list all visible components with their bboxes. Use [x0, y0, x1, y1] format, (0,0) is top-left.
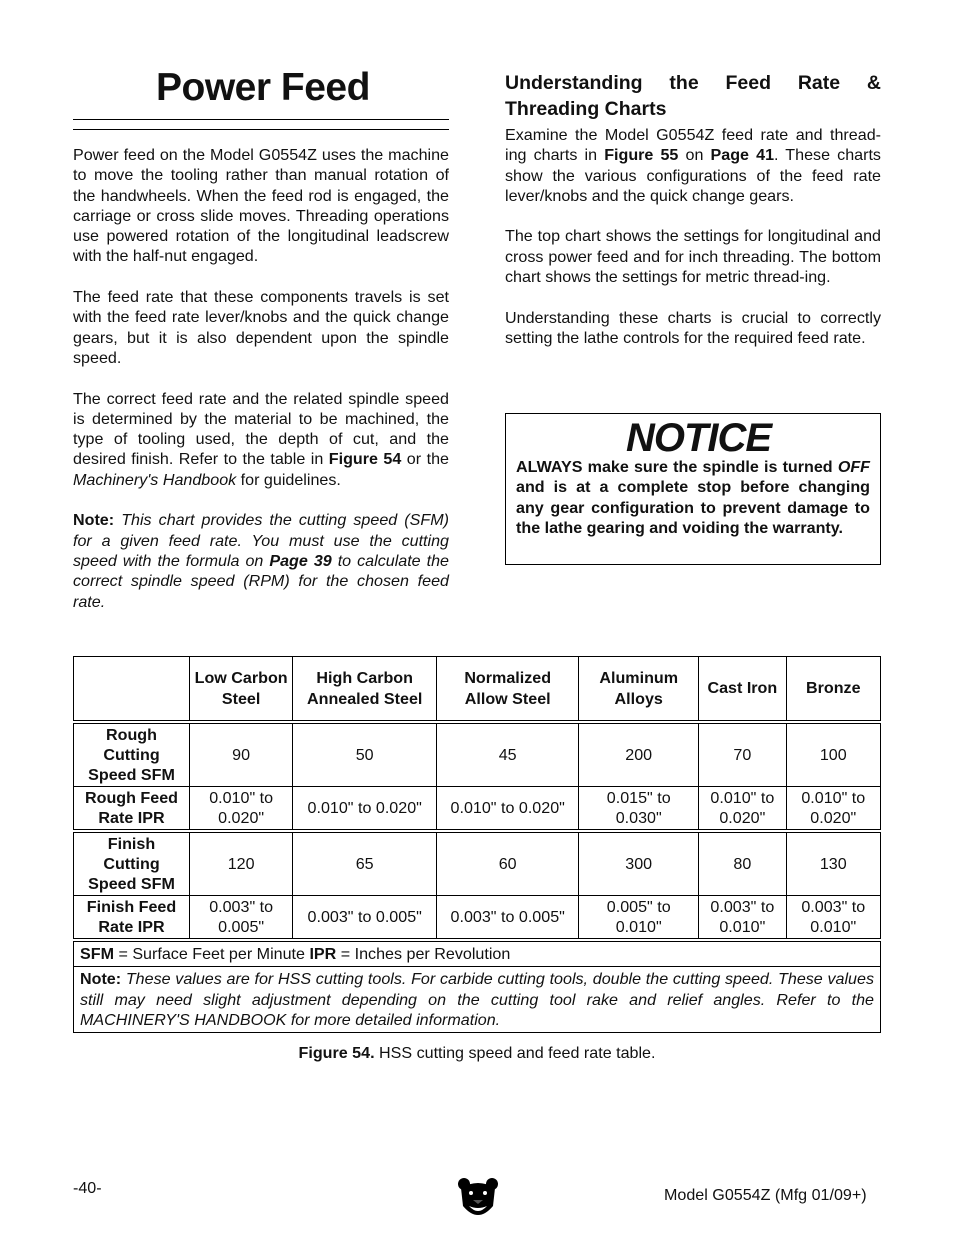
spindle-speed-paragraph: The correct feed rate and the related spindle speed is determined by the material to be machined, the type of tooling used, the depth of cut, and the desired finish. Refer to the table in Figure 54 or the Machinery's Handbook for guidelines. — [73, 389, 449, 489]
table-cell: 70 — [699, 722, 786, 787]
table-cell: 200 — [579, 722, 699, 787]
row-header: Rough Cutting Speed SFM — [74, 722, 190, 787]
table-cell: 50 — [293, 722, 437, 787]
table-row — [74, 831, 881, 896]
table-note: Note: These values are for HSS cutting tools. For carbide cutting tools, double the cutting speed. These values still may need slight adjustment depending on the cutting tool rake and relief angles. Refer to the MACHINERY'S HANDBOOK for more detailed information. — [74, 967, 881, 1033]
right-column — [505, 125, 881, 369]
table-cell: 0.010" to 0.020" — [190, 787, 293, 832]
column-header: Bronze — [786, 657, 880, 723]
table-cell: 300 — [579, 831, 699, 896]
column-header: Aluminum Alloys — [579, 657, 699, 723]
feed-rate-paragraph: The feed rate that these components travels is set with the feed rate lever/knobs and the quick change gears, but it is also dependent upon the spindle speed. — [73, 288, 449, 367]
book-reference: Machinery's Handbook — [73, 470, 237, 489]
column-header: High Carbon Annealed Steel — [293, 657, 437, 723]
table-cell: 0.015" to 0.030" — [579, 787, 699, 832]
importance-paragraph: Understanding these charts is crucial to correctly setting the lathe controls for the required feed rate. — [505, 308, 881, 347]
table-cell: 65 — [293, 831, 437, 896]
model-footer: Model G0554Z (Mfg 01/09+) — [664, 1186, 867, 1204]
table-corner-cell — [74, 657, 190, 723]
table-cell: 0.003" to 0.005" — [190, 896, 293, 941]
chart-note: Note: This chart provides the cutting speed (SFM) for a given feed rate. You must use the cutting speed with the formula on Page 39 to calculate the correct spindle speed (RPM) for the chosen feed rate. — [73, 511, 449, 611]
section-heading: Understanding the Feed Rate & Threading Charts — [505, 72, 881, 120]
page-title: Power Feed — [156, 66, 370, 109]
table-cell: 120 — [190, 831, 293, 896]
page-number: -40- — [73, 1179, 102, 1197]
top-bottom-chart-paragraph: The top chart shows the settings for longitudinal and cross power feed and for inch threading. The bottom chart shows the settings for metric thread-ing. — [505, 227, 881, 287]
bear-head-logo-icon — [457, 1176, 499, 1224]
table-legend-row — [74, 940, 881, 967]
column-header: Cast Iron — [699, 657, 786, 723]
column-header: Low Carbon Steel — [190, 657, 293, 723]
charts-paragraph: Examine the Model G0554Z feed rate and thread-ing charts in Figure 55 on Page 41. These charts show the various configurations of the feed rate lever/knobs and the quick change gears. — [505, 126, 881, 205]
table-cell: 0.003" to 0.005" — [437, 896, 579, 941]
notice-box — [505, 413, 881, 565]
table-cell: 90 — [190, 722, 293, 787]
row-header: Finish Feed Rate IPR — [74, 896, 190, 941]
table-row — [74, 896, 881, 941]
intro-paragraph: Power feed on the Model G0554Z uses the machine to move the tooling rather than manual rotation of the handwheels. When the feed rod is engaged, the carriage or cross slide moves. Threading operations use powered rotation of the longitudinal leadscrew with the half-nut engaged. — [73, 146, 449, 266]
row-header: Rough Feed Rate IPR — [74, 787, 190, 832]
table-cell: 0.010" to 0.020" — [786, 787, 880, 832]
left-column — [73, 145, 449, 632]
column-header: Normalized Allow Steel — [437, 657, 579, 723]
row-header: Finish Cutting Speed SFM — [74, 831, 190, 896]
page-reference: Page 39 — [269, 551, 332, 570]
table-cell: 0.003" to 0.010" — [699, 896, 786, 941]
table-cell: 0.010" to 0.020" — [293, 787, 437, 832]
notice-title: NOTICE — [626, 416, 772, 460]
table-row — [74, 787, 881, 832]
table-header-row — [74, 657, 881, 723]
table-cell: 60 — [437, 831, 579, 896]
cutting-speed-table — [73, 656, 881, 1033]
figure-reference: Figure 54 — [328, 450, 402, 469]
table-cell: 0.010" to 0.020" — [437, 787, 579, 832]
table-cell: 80 — [699, 831, 786, 896]
table-cell: 100 — [786, 722, 880, 787]
table-cell: 45 — [437, 722, 579, 787]
table-row — [74, 722, 881, 787]
notice-body: ALWAYS make sure the spindle is turned OFF and is at a complete stop before changing any gear configuration to prevent damage to the lathe gearing and voiding the warranty. — [516, 458, 870, 537]
figure-caption: Figure 54. HSS cutting speed and feed rate table. — [298, 1044, 656, 1062]
figure-reference: Figure 55 — [604, 146, 679, 165]
table-cell: 0.010" to 0.020" — [699, 787, 786, 832]
title-rule-top — [73, 119, 449, 120]
title-rule-bottom — [73, 129, 449, 130]
table-cell: 0.003" to 0.005" — [293, 896, 437, 941]
page-reference: Page 41 — [710, 146, 775, 165]
abbreviation-legend: SFM = Surface Feet per Minute IPR = Inches per Revolution — [74, 940, 881, 967]
table-cell: 0.003" to 0.010" — [786, 896, 880, 941]
table-cell: 0.005" to 0.010" — [579, 896, 699, 941]
table-note-row — [74, 967, 881, 1033]
table-cell: 130 — [786, 831, 880, 896]
